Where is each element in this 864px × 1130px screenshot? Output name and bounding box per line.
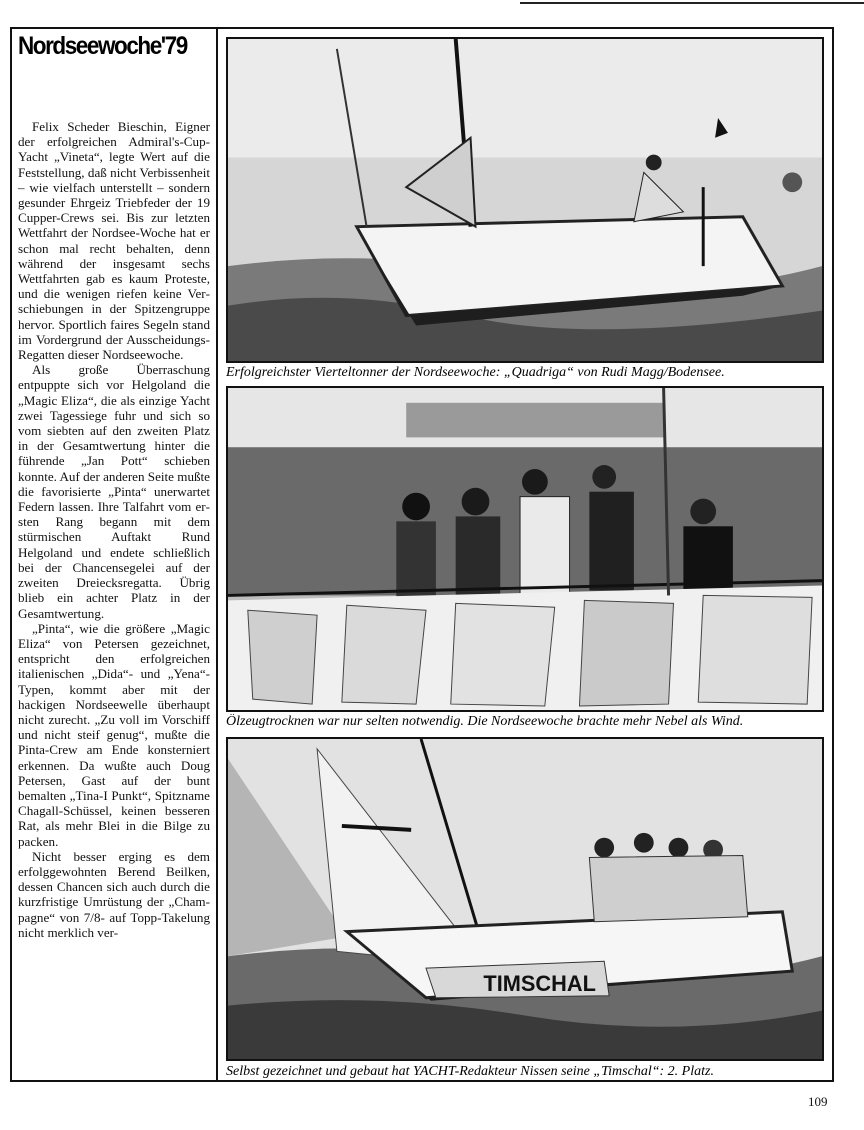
column-divider bbox=[216, 27, 218, 1082]
article-title: Nordseewoche'79 bbox=[18, 32, 187, 60]
page-number: 109 bbox=[808, 1094, 828, 1109]
article-paragraph-1: Felix Scheder Bieschin, Eigner der erfolgreichen Admiral's-Cup-Yacht „Vineta“, legte Wert auf die Feststellung, daß nicht Verbissenheit – wie vielfach unterstellt – sondern gesunder Ehrgeiz Triebfeder der 19 Cupper-Crews sei. Bis zur letzten Wettfahrt der Nordsee-Woche hat er schon mal recht behalten, denn während der insgesamt sechs Wettfahrten gab es kaum Proteste, und die wenigen riefen keine Verschiebungen in der Spitzengruppe hervor. Sportlich faires Segeln stand im Vordergrund der Ausscheidungs-Regatten dieser Nordseewoche. bbox=[18, 119, 210, 363]
article-paragraph-2: Als große Überraschung entpuppte sich vor Helgoland die „Magic Eliza“, die als einzige Yacht zwei Tagessiege fuhr und sich so vom siebten auf den zweiten Platz in der Gesamtwertung hinter die führende „Jan Pott“ schieben konnte. Auf der anderen Seite mußte die favorisierte „Pinta“ unerwartet Federn lassen. Ihre Talfahrt vom ersten Rang begann mit dem stürmischen Auftakt Rund Helgoland und endete schließlich bei der Chancensegelei auf der zweiten Dreiecksregatta. Übrig blieb ein achter Platz in der Gesamtwertung. bbox=[18, 362, 210, 621]
article-paragraph-4: Nicht besser erging es dem erfolggewohnten Berend Beilken, dessen Chancen sich auch durch die kurzfristige Umrüstung der „Champagne“ von 7/8- auf Topp-Takelung nicht merklich ver- bbox=[18, 848, 210, 940]
photo-quadriga bbox=[226, 37, 824, 363]
photo-caption-3: Selbst gezeichnet und gebaut hat YACHT-Redakteur Nissen seine „Timschal“: 2. Platz. bbox=[226, 1064, 714, 1079]
photo-oilskins bbox=[226, 386, 824, 712]
article-column bbox=[14, 30, 214, 1078]
photo-caption-2: Ölzeugtrocknen war nur selten notwendig. Die Nordseewoche brachte mehr Nebel als Wind. bbox=[226, 714, 744, 729]
photo-timschal bbox=[226, 737, 824, 1061]
article-body bbox=[14, 119, 214, 940]
hull-lettering: TIMSCHAL bbox=[483, 970, 596, 996]
photo-caption-1: Erfolgreichster Vierteltonner der Nordseewoche: „Quadriga“ von Rudi Magg/Bodensee. bbox=[226, 365, 725, 380]
article-paragraph-3: „Pinta“, wie die größere „Magic Eliza“ von Petersen gezeichnet, entspricht den erfolgreichen italienischen „Dida“- und „Yena“-Typen, kommt aber mit der hackigen Nordseewelle überhaupt nicht zurecht. „Zu voll im Vorschiff und nicht steif genug“, mußte die Pinta-Crew am Ende konsterniert erkennen. Da wußte auch Doug Petersen, Gast auf der bunt bemalten „Tina-I Punkt“, Spitzname Chagall-Schüssel, keinen besseren Rat, als mehr Blei in die Bilge zu packen. bbox=[18, 620, 210, 849]
top-rule bbox=[520, 2, 864, 4]
